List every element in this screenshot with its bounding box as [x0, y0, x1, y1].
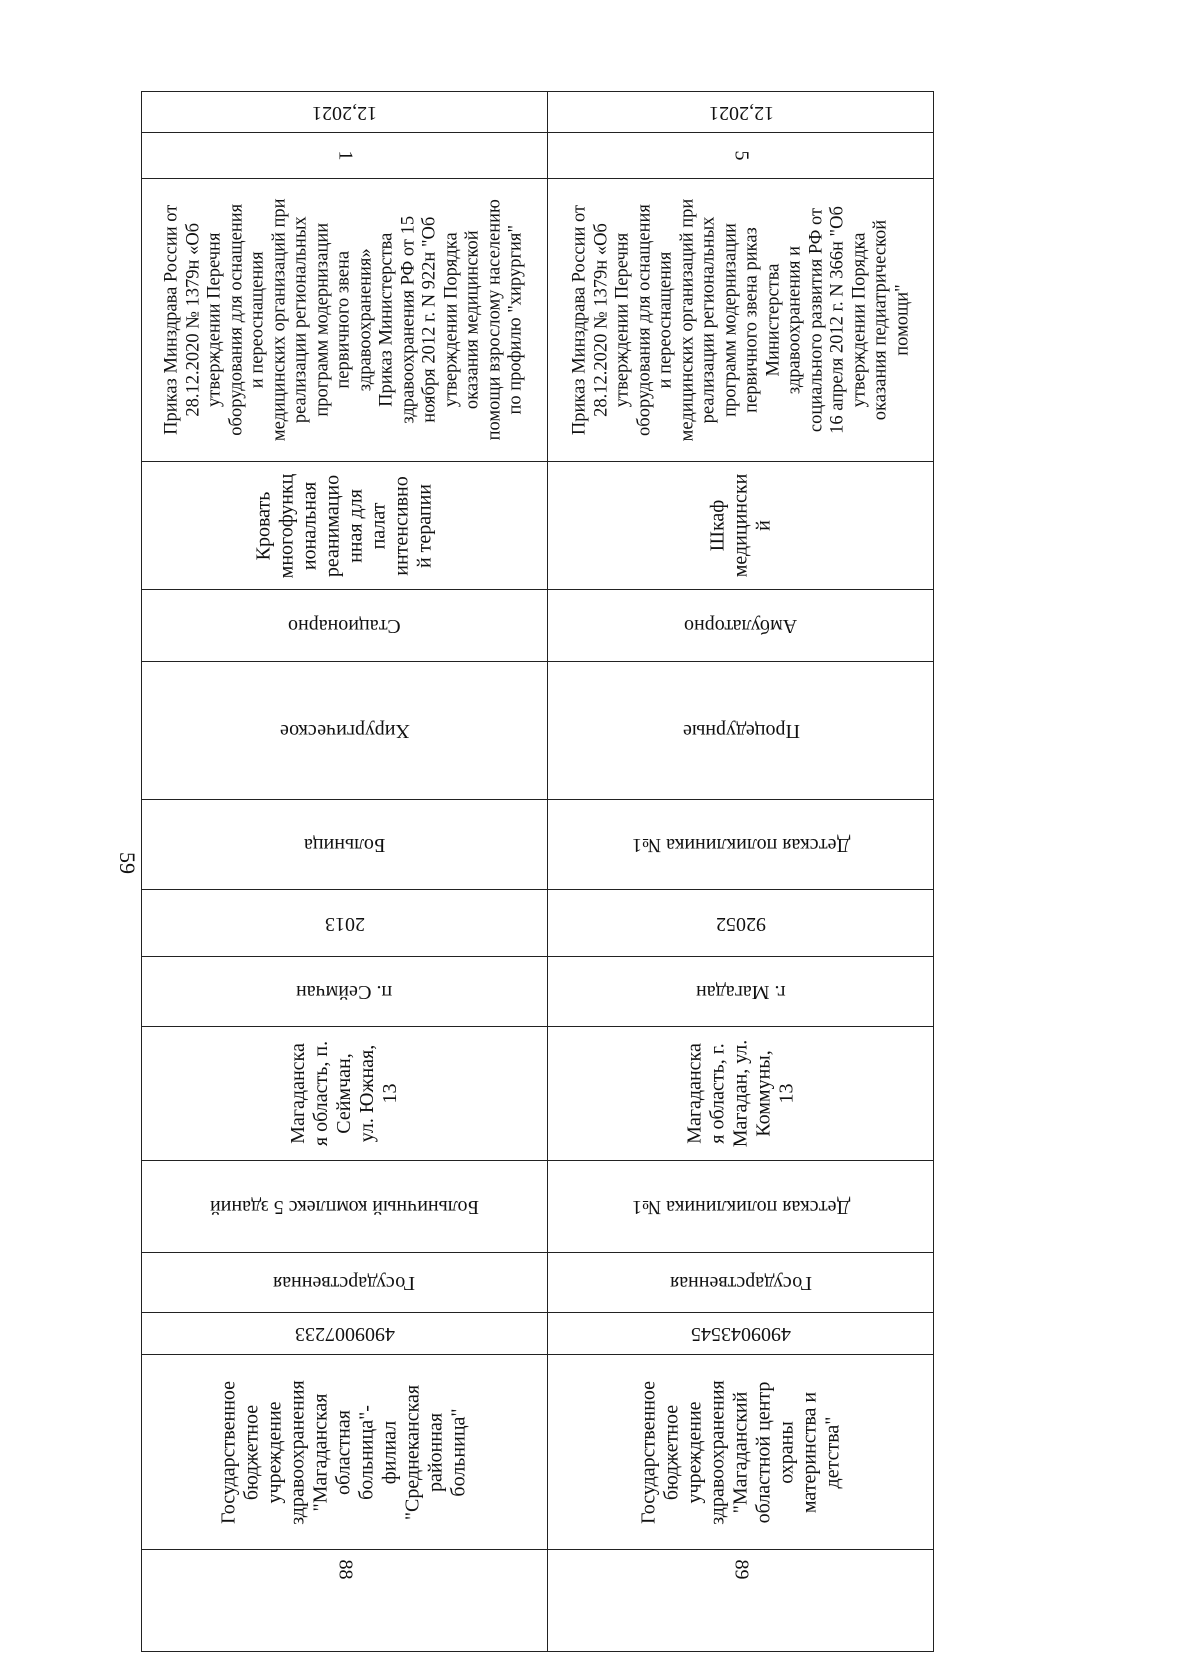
institution-cell-row-88: Государственное бюджетное учреждение здравоохранения "Магаданская областная больница"- филиал "Среднеканская районная больница": [218, 1379, 470, 1525]
date-cell-row-89: 12,2021: [708, 101, 774, 124]
date-cell-row-88: 12,2021: [312, 101, 377, 124]
code-cell-row-89: 92052: [716, 912, 766, 935]
page-number: 59: [115, 852, 140, 874]
column-department: [142, 661, 933, 799]
locality-cell-row-88: п. Сеймчан: [296, 981, 393, 1003]
department-cell-row-88: Хирургическое: [279, 720, 410, 742]
facility-type-cell-row-88: Больница: [303, 834, 386, 856]
row-number-89: 89: [730, 1559, 753, 1580]
column-care-form: [142, 589, 933, 661]
column-address: [142, 1026, 933, 1160]
quantity-cell-row-88: 1: [334, 150, 356, 161]
care-form-cell-row-89: Амбулаторно: [684, 615, 798, 637]
address-cell-row-88: Магаданска я область, п. Сеймчан, ул. Южная, 13: [287, 1040, 401, 1147]
column-inn: [142, 1312, 933, 1354]
care-form-cell-row-88: Стационарно: [288, 615, 401, 637]
column-building: [142, 1160, 933, 1252]
column-row-number: [142, 1549, 933, 1651]
column-code: [142, 889, 933, 956]
building-cell-row-89: Детская поликлиника №1: [631, 1196, 851, 1218]
equipment-cell-row-89: Шкаф медицински й: [706, 473, 775, 578]
column-equipment: [142, 461, 933, 589]
quantity-cell-row-89: 5: [730, 150, 753, 161]
column-date: [142, 92, 933, 132]
column-facility-type: [142, 799, 933, 889]
inn-cell-row-89: 4909043545: [691, 1323, 791, 1345]
column-locality: [142, 956, 933, 1026]
ownership-cell-row-89: Государственная: [669, 1272, 812, 1294]
inn-cell-row-88: 4909007233: [294, 1323, 395, 1345]
code-cell-row-88: 2013: [324, 912, 365, 935]
institution-cell-row-89: Государственное бюджетное учреждение здравоохранения "Магаданский областной центр охраны материнства и детства": [637, 1379, 844, 1525]
row-number-88: 88: [334, 1559, 356, 1580]
ownership-cell-row-88: Государственная: [273, 1272, 416, 1294]
legal-basis-cell-row-88: Приказ Минздрава России от 28.12.2020 № 1379н «Об утверждении Перечня оборудования для оснащения и переоснащения медицинских организаций при реализации региональных программ модернизации первичного звена здравоохранения» Приказ Министерства здравоохранения РФ от 15 ноября 2012 г. N 922н "Об утверждении Порядка оказания медицинской помощи взрослому населению по профилю "хирургия": [161, 198, 526, 442]
column-ownership: [142, 1252, 933, 1312]
equipment-cell-row-88: Кровать многофункц иональная реанимацио нная для палат интенсивно й терапии: [252, 473, 436, 578]
column-institution: [142, 1354, 933, 1549]
building-cell-row-88: Больничный комплекс 5 зданий: [210, 1196, 479, 1218]
column-quantity: [142, 132, 933, 178]
department-cell-row-89: Процедурные: [682, 720, 800, 742]
column-legal-basis: [142, 178, 933, 461]
address-cell-row-89: Магаданска я область, г. Магадан, ул. Коммуны, 13: [683, 1039, 798, 1148]
locality-cell-row-89: г. Магадан: [696, 981, 786, 1003]
legal-basis-cell-row-89: Приказ Минздрава России от 28.12.2020 № 1379н «Об утверждении Перечня оборудования для оснащения и переоснащения медицинских организаций при реализации региональных программ модернизации первичного звена риказ Министерства здравоохранения и социального развития РФ от 16 апреля 2012 г. N 366н "Об утверждении Порядка оказания педиатрической помощи": [568, 198, 912, 442]
equipment-table: [141, 91, 934, 1652]
facility-type-cell-row-89: Детская поликлиника №1: [631, 834, 851, 856]
